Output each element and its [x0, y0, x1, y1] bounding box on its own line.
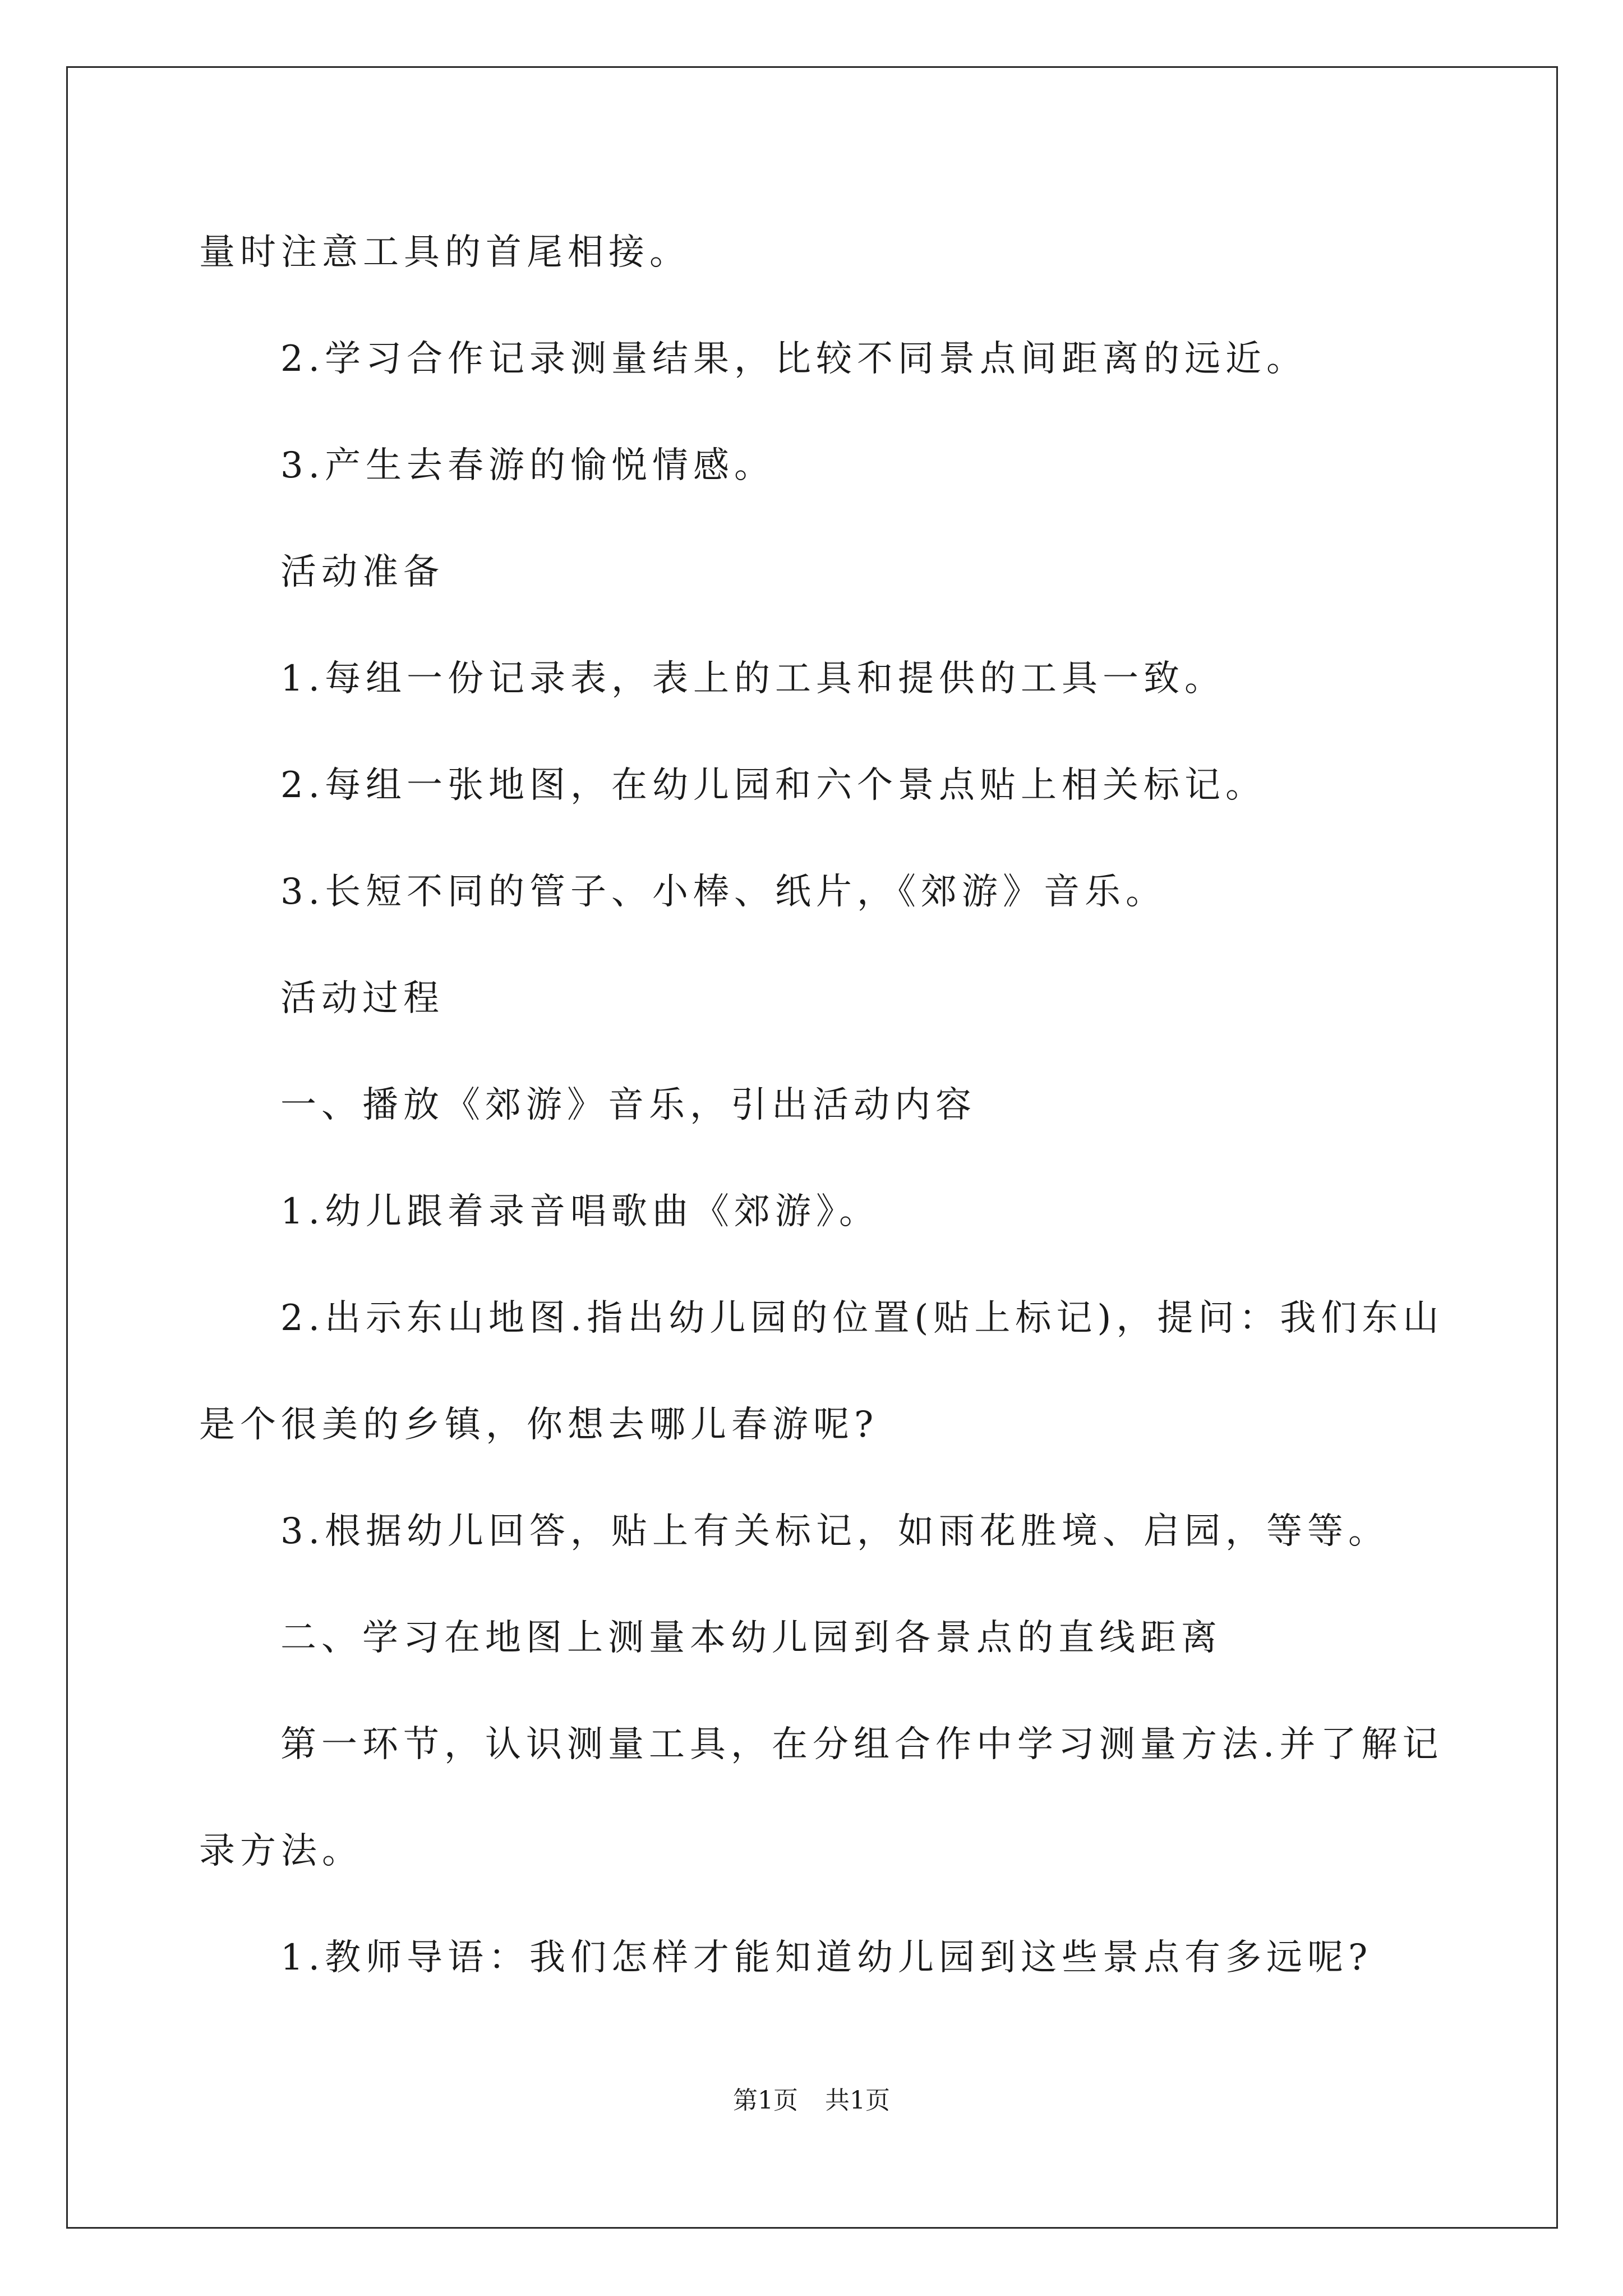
- section-heading: 活动准备: [280, 551, 444, 593]
- paragraph-line: 3.产生去春游的愉悦情感。: [280, 445, 776, 486]
- subsection-heading: 二、学习在地图上测量本幼儿园到各景点的直线距离: [280, 1617, 1222, 1659]
- paragraph-line: 3.长短不同的管子、小棒、纸片，《郊游》音乐。: [280, 871, 1167, 913]
- section-heading: 活动过程: [280, 978, 444, 1019]
- paragraph-line: 1.每组一份记录表，表上的工具和提供的工具一致。: [280, 658, 1226, 700]
- page-footer: [0, 2084, 1623, 2118]
- paragraph-line: 2.每组一张地图，在幼儿园和六个景点贴上相关标记。: [280, 765, 1267, 806]
- page-total: 共1页: [825, 2086, 890, 2115]
- paragraph-line: 1.教师导语：我们怎样才能知道幼儿园到这些景点有多远呢?: [280, 1937, 1373, 1978]
- paragraph-line: 是个很美的乡镇，你想去哪儿春游呢?: [199, 1404, 879, 1446]
- paragraph-line: 第一环节，认识测量工具，在分组合作中学习测量方法.并了解记: [280, 1724, 1444, 1765]
- paragraph-line: 1.幼儿跟着录音唱歌曲《郊游》。: [280, 1191, 880, 1232]
- paragraph-line: 2.学习合作记录测量结果，比较不同景点间距离的远近。: [280, 338, 1308, 380]
- paragraph-line: 3.根据幼儿回答，贴上有关标记，如雨花胜境、启园，等等。: [280, 1511, 1390, 1552]
- paragraph-line: 2.出示东山地图.指出幼儿园的位置(贴上标记)，提问：我们东山: [280, 1297, 1444, 1339]
- subsection-heading: 一、播放《郊游》音乐，引出活动内容: [280, 1084, 976, 1126]
- paragraph-line: 量时注意工具的首尾相接。: [199, 232, 690, 273]
- page-border: [66, 66, 1558, 2229]
- page-number: 第1页: [733, 2086, 798, 2115]
- paragraph-line: 录方法。: [199, 1830, 363, 1872]
